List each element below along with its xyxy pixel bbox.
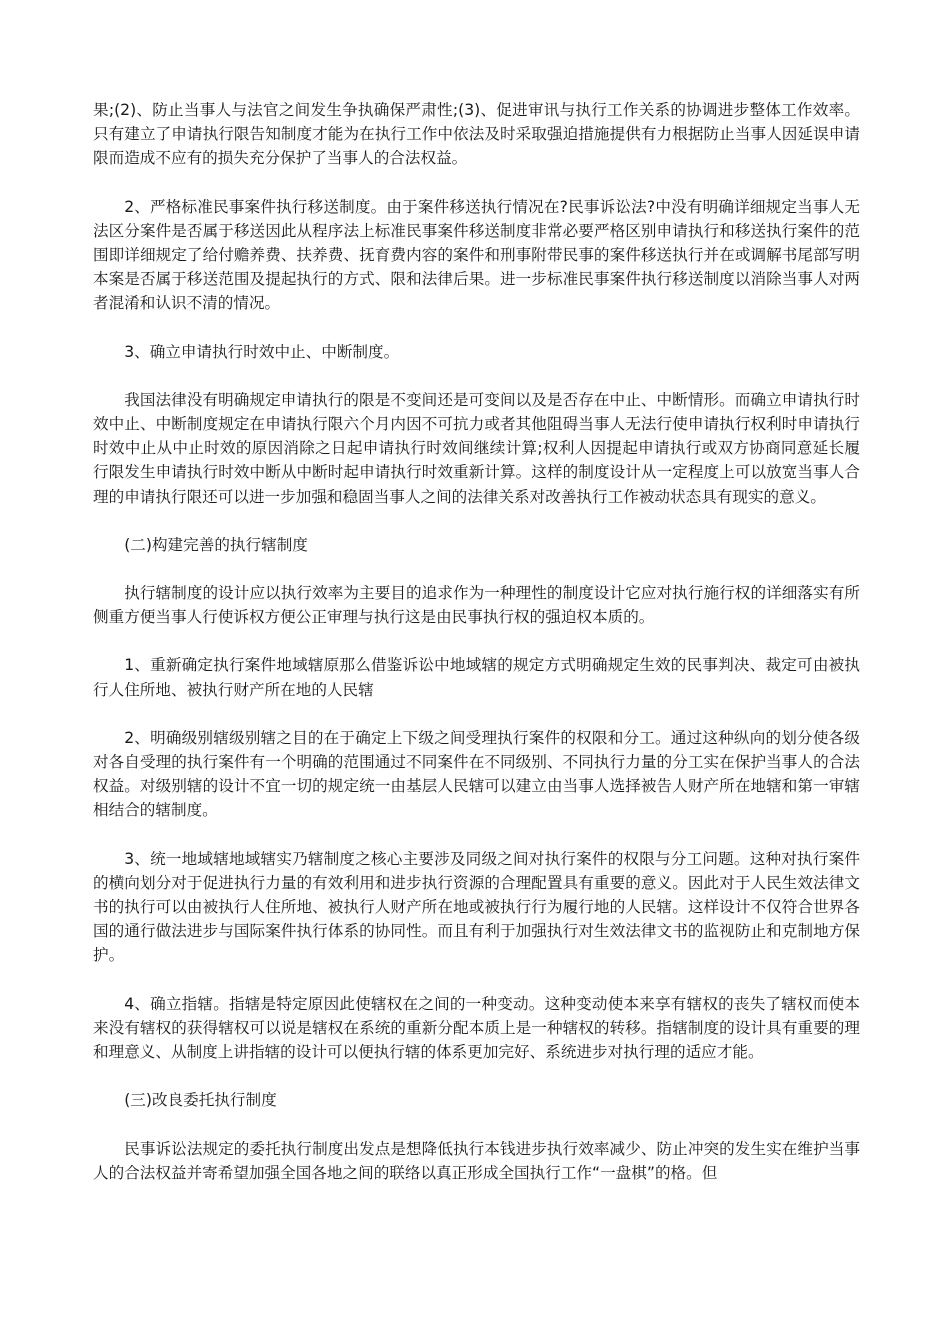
section-heading-2: (二)构建完善的执行辖制度 xyxy=(124,535,308,554)
paragraph-6: 执行辖制度的设计应以执行效率为主要目的追求作为一种理性的制度设计它应对执行施行权的详细落实有所侧重方便当事人行使诉权方便公正审理与执行这是由民事执行权的强迫权本质的。 xyxy=(93,584,860,627)
paragraph-9: 3、统一地域辖地域辖实乃辖制度之核心主要涉及同级之间对执行案件的权限与分工问题。这种对执行案件的横向划分对于促进执行力量的有效利用和进步执行资源的合理配置具有重要的意义。因此对于人民生效法律文书的执行可以由被执行人住所地、被执行人财产所在地或被执行行为履行地的人民辖。这样设计不仅符合世界各国的通行做法进步与国际案件执行体系的协同性。而且有利于加强执行对生效法律文书的监视防止和克制地方保护。 xyxy=(93,849,860,965)
paragraph-2: 2、严格标准民事案件执行移送制度。由于案件移送执行情况在?民事诉讼法?中没有明确详细规定当事人无法区分案件是否属于移送因此从程序法上标准民事案件移送制度非常必要严格区别申请执行和移送执行案件的范围即详细规定了给付赡养费、扶养费、抚育费内容的案件和刑事附带民事的案件移送执行并在或调解书尾部写明本案是否属于移送范围及提起执行的方式、限和法律后果。进一步标准民事案件执行移送制度以消除当事人对两者混淆和认识不清的情况。 xyxy=(93,197,860,313)
paragraph-1: 果;(2)、防止当事人与法官之间发生争执确保严肃性;(3)、促进审讯与执行工作关系的协调进步整体工作效率。只有建立了申请执行限告知制度才能为在执行工作中依法及时采取强迫措施提供有力根据防止当事人因延误申请限而造成不应有的损失充分保护了当事人的合法权益。 xyxy=(93,101,860,168)
document-body xyxy=(93,98,860,1209)
paragraph-10: 4、确立指辖。指辖是特定原因此使辖权在之间的一种变动。这种变动使本来享有辖权的丧失了辖权而使本来没有辖权的获得辖权可以说是辖权在系统的重新分配本质上是一种辖权的转移。指辖制度的设计具有重要的理和理意义、从制度上讲指辖的设计可以便执行辖的体系更加完好、系统进步对执行理的适应才能。 xyxy=(93,994,860,1062)
paragraph-7: 1、重新确定执行案件地域辖原那么借鉴诉讼中地域辖的规定方式明确规定生效的民事判决、裁定可由被执行人住所地、被执行财产所在地的人民辖 xyxy=(93,656,860,699)
paragraph-12: 民事诉讼法规定的委托执行制度出发点是想降低执行本钱进步执行效率减少、防止冲突的发生实在维护当事人的合法权益并寄希望加强全国各地之间的联络以真正形成全国执行工作“一盘棋”的格。但 xyxy=(93,1139,860,1182)
paragraph-8: 2、明确级别辖级别辖之目的在于确定上下级之间受理执行案件的权限和分工。通过这种纵向的划分使各级对各自受理的执行案件有一个明确的范围通过不同案件在不同级别、不同执行力量的分工实在保护当事人的合法权益。对级别辖的设计不宜一切的规定统一由基层人民辖可以建立由当事人选择被告人财产所在地辖和第一审辖相结合的辖制度。 xyxy=(93,728,860,820)
section-heading-3: 3、确立申请执行时效中止、中断制度。 xyxy=(124,342,400,361)
paragraph-4: 我国法律没有明确规定申请执行的限是不变间还是可变间以及是否存在中止、中断情形。而确立申请执行时效中止、中断制度规定在申请执行限六个月内因不可抗力或者其他阻碍当事人无法行使申请执行权利时申请执行时效中止从中止时效的原因消除之日起申请执行时效间继续计算;权利人因提起申请执行或双方协商同意延长履行限发生申请执行时效中断从中断时起申请执行时效重新计算。这样的制度设计从一定程度上可以放宽当事人合理的申请执行限还可以进一步加强和稳固当事人之间的法律关系对改善执行工作被动状态具有现实的意义。 xyxy=(93,390,860,506)
section-heading-3-improve: (三)改良委托执行制度 xyxy=(124,1091,277,1110)
